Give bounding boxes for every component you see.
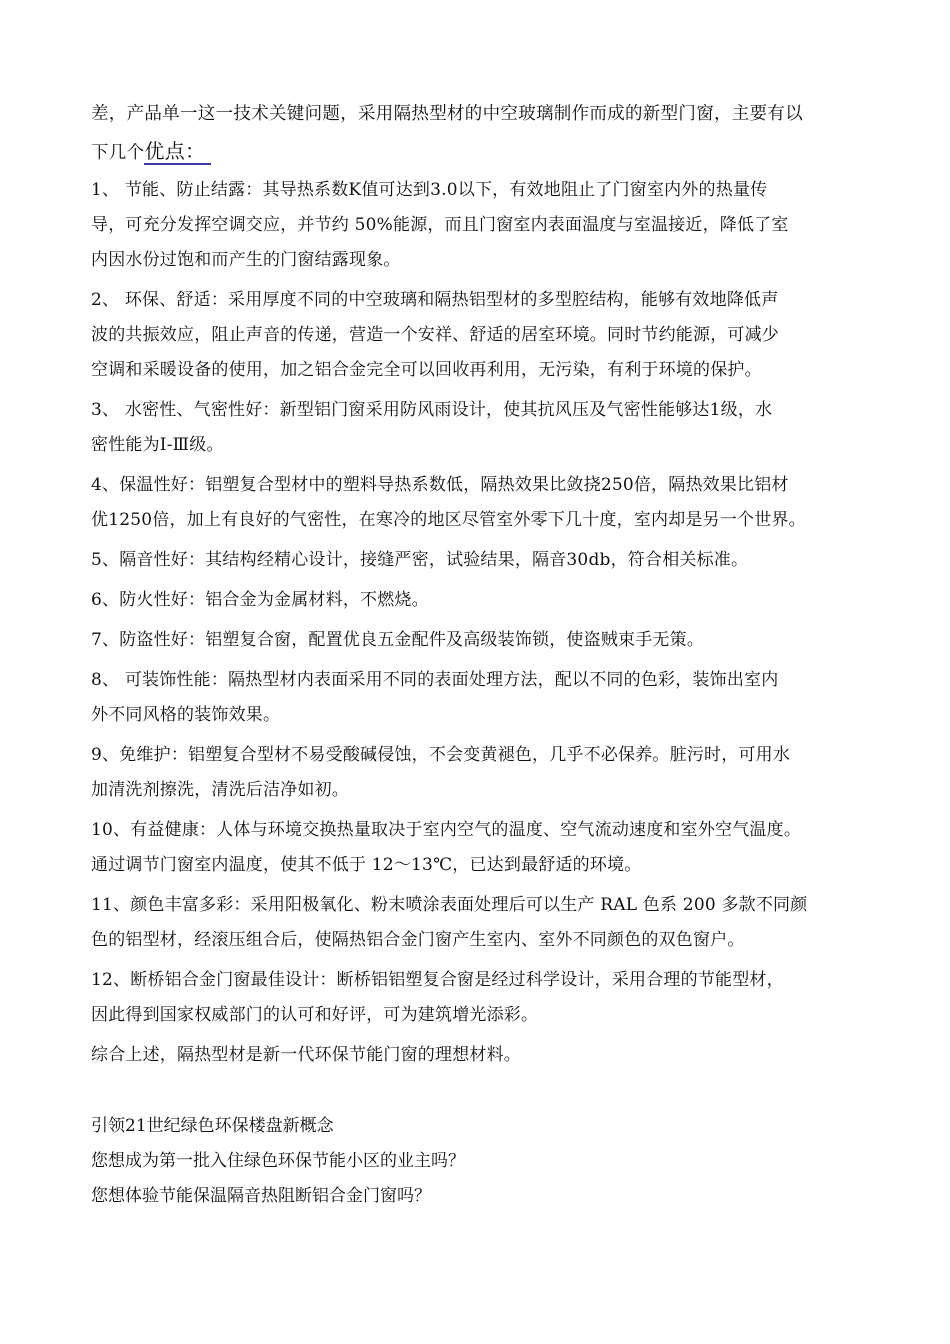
advantage-item-line: 11、颜色丰富多彩：采用阳极氧化、粉末喷涂表面处理后可以生产 RAL 色系 200 多款不同颜 [91,895,808,915]
advantage-item [91,738,866,808]
advantage-item-line: 2、 环保、舒适：采用厚度不同的中空玻璃和隔热铝型材的多型腔结构，能够有效地降低声 [91,290,779,310]
advantage-item [91,283,866,388]
advantage-item-line: 5、隔音性好：其结构经精心设计，接缝严密，试验结果，隔音30db，符合相关标准。 [91,550,749,570]
advantage-item-line: 因此得到国家权威部门的认可和好评，可为建筑增光添彩。 [91,1005,539,1025]
advantage-item-line: 优1250倍，加上有良好的气密性，在寒冷的地区尽管室外零下几十度，室内却是另一个世界。 [91,510,806,530]
advantage-item-line: 9、免维护：铝塑复合型材不易受酸碱侵蚀，不会变黄褪色，几乎不必保养。脏污时，可用水 [91,745,791,765]
advantage-item-line: 10、有益健康：人体与环境交换热量取决于室内空气的温度、空气流动速度和室外空气温度。 [91,820,802,840]
advantage-item-line: 加清洗剂擦洗，清洗后洁净如初。 [91,780,349,800]
promo-line: 您想成为第一批入住绿色环保节能小区的业主吗？ [91,1151,465,1171]
advantage-item-line: 通过调节门窗室内温度，使其不低于 12～13℃，已达到最舒适的环境。 [91,855,642,875]
advantage-item-line: 导，可充分发挥空调交应，并节约 50%能源，而且门窗室内表面温度与室温接近，降低了室 [91,215,789,235]
advantage-item-line: 空调和采暖设备的使用，加之铝合金完全可以回收再利用，无污染，有利于环境的保护。 [91,360,762,380]
intro-line: 差，产品单一这一技术关键问题，采用隔热型材的中空玻璃制作而成的新型门窗，主要有以 [91,104,803,124]
advantage-item-line: 波的共振效应，阻止声音的传递，营造一个安祥、舒适的居室环境。同时节约能源，可减少 [91,325,779,345]
advantage-item [91,663,866,733]
advantages-list [91,173,866,1033]
promo-line: 您想体验节能保温隔音热阻断铝合金门窗吗？ [91,1186,431,1206]
advantage-item-line: 密性能为Ⅰ-Ⅲ级。 [91,435,224,455]
advantage-item [91,543,866,578]
document-body [91,96,866,1214]
advantage-item-line: 3、 水密性、气密性好：新型铝门窗采用防风雨设计，使其抗风压及气密性能够达1级，水 [91,400,773,420]
advantage-item [91,393,866,463]
advantage-item [91,583,866,618]
advantage-item-line: 外不同风格的装饰效果。 [91,705,281,725]
advantage-item-line: 12、断桥铝合金门窗最佳设计：断桥铝铝塑复合窗是经过科学设计，采用合理的节能型材， [91,970,784,990]
summary-line: 综合上述，隔热型材是新一代环保节能门窗的理想材料。 [91,1045,521,1065]
advantage-item-line: 色的铝型材，经滚压组合后，使隔热铝合金门窗产生室内、室外不同颜色的双色窗户。 [91,930,745,950]
intro-heading [91,133,866,173]
advantage-item [91,888,866,958]
promo-line: 引领21世纪绿色环保楼盘新概念 [91,1116,334,1136]
advantage-item-line: 7、防盗性好：铝塑复合窗，配置优良五金配件及高级装饰锁，使盗贼束手无策。 [91,630,705,650]
advantage-item-line: 6、防火性好：铝合金为金属材料，不燃烧。 [91,590,429,610]
advantage-item-line: 内因水份过饱和而产生的门窗结露现象。 [91,250,401,270]
advantage-item-line: 1、 节能、防止结露：其导热系数K值可达到3.0以下，有效地阻止了门窗室内外的热量传 [91,180,768,200]
intro-heading-emphasis: 优点： [144,139,211,165]
advantage-item-line: 4、保温性好：铝塑复合型材中的塑料导热系数低，隔热效果比敛挠250倍，隔热效果比铝材 [91,475,789,495]
section-gap [91,1073,866,1109]
advantage-item [91,468,866,538]
advantage-item-line: 8、 可装饰性能：隔热型材内表面采用不同的表面处理方法，配以不同的色彩，装饰出室内 [91,670,779,690]
advantage-item [91,963,866,1033]
intro-heading-prefix: 下几个 [91,143,145,163]
advantage-item [91,623,866,658]
advantage-item [91,813,866,883]
advantage-item [91,173,866,278]
